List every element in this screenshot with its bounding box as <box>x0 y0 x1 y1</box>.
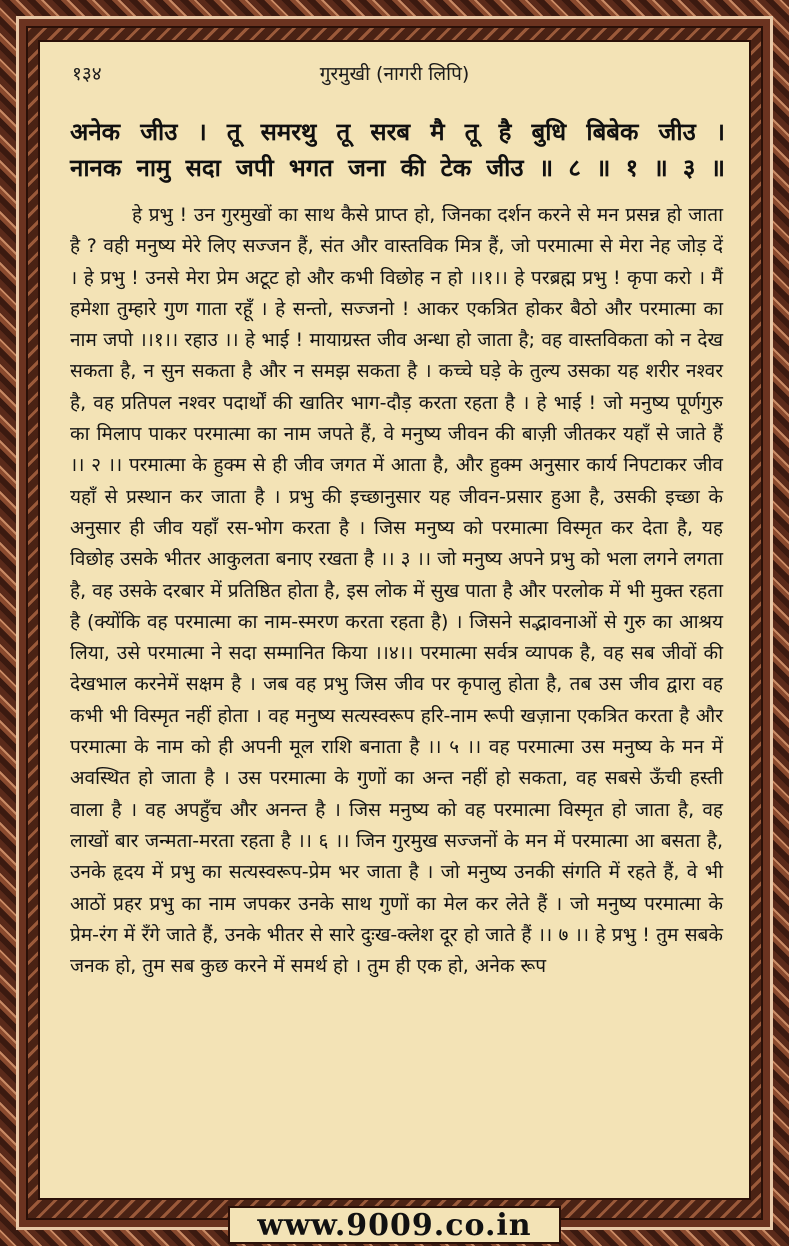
page-number: १३४ <box>72 63 102 85</box>
page-header <box>72 60 717 90</box>
book-page <box>38 40 751 1200</box>
gurbani-verse <box>70 114 725 186</box>
running-title: गुरमुखी (नागरी लिपि) <box>319 63 470 85</box>
translation-paragraph: हे प्रभु ! उन गुरमुखों का साथ कैसे प्राप्त हो, जिनका दर्शन करने से मन प्रसन्न हो जाता है ? वही मनुष्य मेरे लिए सज्जन हैं, संत और वास्तविक मित्र हैं, जो परमात्मा से मेरा नेह जोड़ दें । हे प्रभु ! उनसे मेरा प्रेम अटूट हो और कभी विछोह न हो ।।१।। हे परब्रह्म प्रभु ! कृपा करो । मैं हमेशा तुम्हारे गुण गाता रहूँ । हे सन्तो, सज्जनो ! आकर एकत्रित होकर बैठो और परमात्मा का नाम जपो ।।१।। रहाउ ।। हे भाई ! मायाग्रस्त जीव अन्धा हो जाता है; वह वास्तविकता को न देख सकता है, न सुन सकता है और न समझ सकता है । कच्चे घड़े के तुल्य उसका यह शरीर नश्वर है, वह प्रतिपल नश्वर पदार्थों की खातिर भाग-दौड़ करता रहता है । हे भाई ! जो मनुष्य पूर्णगुरु का मिलाप पाकर परमात्मा का नाम जपते हैं, वे मनुष्य जीवन की बाज़ी जीतकर यहाँ से जाते हैं ।। २ ।। परमात्मा के हुक्म से ही जीव जगत में आता है, और हुक्म अनुसार कार्य निपटाकर जीव यहाँ से प्रस्थान कर जाता है । प्रभु की इच्छानुसार यह जीवन-प्रसार हुआ है, उसकी इच्छा के अनुसार ही जीव यहाँ रस-भोग करता है । जिस मनुष्य को परमात्मा विस्मृत कर देता है, यह विछोह उसके भीतर आकुलता बनाए रखता है ।। ३ ।। जो मनुष्य अपने प्रभु को भला लगने लगता है, वह उसके दरबार में प्रतिष्ठित होता है, इस लोक में सुख पाता है और परलोक में भी मुक्त रहता है (क्योंकि वह परमात्मा का नाम-स्मरण करता रहता है) । जिसने सद्भावनाओं से गुरु का आश्रय लिया, उसे परमात्मा ने सदा सम्मानित किया ।।४।। परमात्मा सर्वत्र व्यापक है, वह सब जीवों की देखभाल करनेमें सक्षम है । जब वह प्रभु जिस जीव पर कृपालु होता है, तब उस जीव द्वारा वह कभी भी विस्मृत नहीं होता । वह मनुष्य सत्यस्वरूप हरि-नाम रूपी खज़ाना एकत्रित करता है और परमात्मा के नाम को ही अपनी मूल राशि बनाता है ।। ५ ।। वह परमात्मा उस मनुष्य के मन में अवस्थित हो जाता है । उस परमात्मा के गुणों का अन्त नहीं हो सकता, वह सबसे ऊँची हस्ती वाला है । वह अपहुँच और अनन्त है । जिस मनुष्य को वह परमात्मा विस्मृत हो जाता है, वह लाखों बार जन्मता-मरता रहता है ।। ६ ।। जिन गुरमुख सज्जनों के मन में परमात्मा आ बसता है, उनके हृदय में प्रभु का सत्यस्वरूप-प्रेम भर जाता है । जो मनुष्य उनकी संगति में रहते हैं, वे भी आठों प्रहर प्रभु का नाम जपकर उनके साथ गुणों का मेल कर लेते हैं । जो मनुष्य परमात्मा के प्रेम-रंग में रँगे जाते हैं, उनके भीतर से सारे दुःख-क्लेश दूर हो जाते हैं ।। ७ ।। हे प्रभु ! तुम सबके जनक हो, तुम सब कुछ करने में समर्थ हो । तुम ही एक हो, अनेक रूप <box>70 204 723 978</box>
gurbani-line-1: अनेक जीउ । तू समरथु तू सरब मै तू है बुधि बिबेक जीउ । <box>70 118 725 146</box>
gurbani-line-2: नानक नामु सदा जपी भगत जना की टेक जीउ ॥ ८ ॥ १ ॥ ३ ॥ <box>70 154 725 182</box>
website-link[interactable]: www.9009.co.in <box>257 1208 532 1243</box>
